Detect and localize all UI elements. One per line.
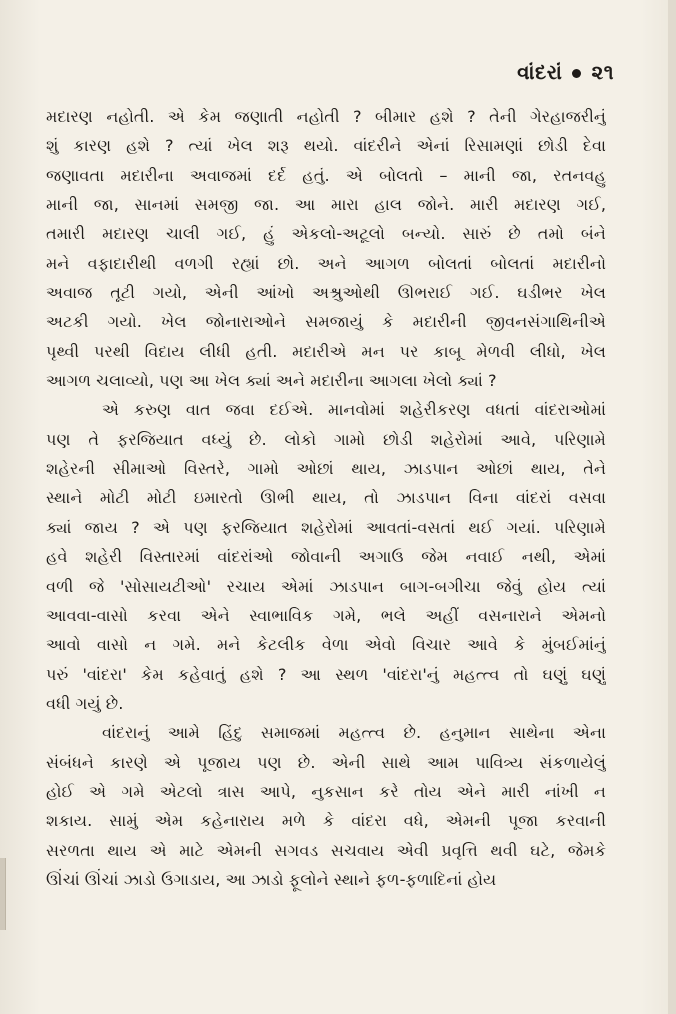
- text-line: શહેરની સીમાઓ વિસ્તરે, ગામો ઓછાં થાય, ઝાડપાન ઓછાં થાય, તેને: [46, 459, 606, 479]
- chapter-title: વાંદરાં: [517, 60, 563, 84]
- text-line: એ કરુણ વાત જવા દઈએ. માનવોમાં શહેરીકરણ વધતાં વાંદરાઓમાં: [102, 400, 606, 420]
- text-line: વળી જે 'સોસાયટીઓ' રચાય એમાં ઝાડપાન બાગ-બગીચા જેવું હોય ત્યાં: [46, 576, 606, 596]
- text-line: ક્યાં જાય ? એ પણ ફરજિયાત શહેરોમાં આવતાં-વસતાં થઈ ગયાં. પરિણામે: [46, 517, 606, 537]
- text-line: વાંદરાનું આમે હિંદુ સમાજમાં મહત્ત્વ છે. હનુમાન સાથેના એના: [102, 723, 606, 743]
- text-line: માની જા, સાનમાં સમજી જા. આ મારા હાલ જોને. મારી મદારણ ગઈ,: [46, 195, 606, 215]
- page-tab-marker: [0, 858, 6, 930]
- running-header: [517, 60, 614, 84]
- text-line: ઊંચાં ઊંચાં ઝાડો ઉગાડાય, આ ઝાડો ફૂલોને સ્થાને ફળ-ફળાદિનાં હોય: [46, 869, 497, 889]
- text-line: અટકી ગયો. ખેલ જોનારાઓને સમજાયું કે મદારીની જીવનસંગાથિનીએ: [46, 312, 606, 332]
- paragraph: [46, 718, 606, 894]
- text-line: અવાજ તૂટી ગયો, એની આંખો અશ્રુઓથી ઊભરાઈ ગઈ. ઘડીભર ખેલ: [46, 283, 606, 303]
- page-number: ૨૧: [591, 60, 614, 84]
- text-line: જણાવતા મદારીના અવાજમાં દર્દ હતું. એ બોલતો – માની જા, રતનવહુ: [46, 165, 606, 185]
- text-line: વધી ગયું છે.: [46, 693, 124, 713]
- text-line: શકાય. સામું એમ કહેનારાય મળે કે વાંદરા વધે, એમની પૂજા કરવાની: [46, 811, 606, 831]
- paragraph: [46, 395, 606, 718]
- text-line: હવે શહેરી વિસ્તારમાં વાંદરાંઓ જોવાની અગાઉ જેમ નવાઈ નથી, એમાં: [46, 547, 606, 567]
- text-line: શું કારણ હશે ? ત્યાં ખેલ શરૂ થયો. વાંદરીને એનાં રિસામણાં છોડી દેવા: [46, 136, 606, 156]
- text-line: પૃથ્વી પરથી વિદાય લીધી હતી. મદારીએ મન પર કાબૂ મેળવી લીધો, ખેલ: [46, 341, 606, 361]
- paragraph: [46, 102, 606, 395]
- body-text: [46, 102, 606, 894]
- text-line: આવવા-વાસો કરવા એને સ્વાભાવિક ગમે, ભલે અહીં વસનારાને એમનો: [46, 605, 606, 625]
- bullet-separator: [572, 69, 581, 78]
- text-line: આવો વાસો ન ગમે. મને કેટલીક વેળા એવો વિચાર આવે કે મુંબઈમાંનું: [46, 635, 606, 655]
- text-line: પણ તે ફરજિયાત વધ્યું છે. લોકો ગામો છોડી શહેરોમાં આવે, પરિણામે: [46, 429, 606, 449]
- text-line: સરળતા થાય એ માટે એમની સગવડ સચવાય એવી પ્રવૃત્તિ થવી ઘટે, જેમકે: [46, 840, 606, 860]
- text-line: સ્થાને મોટી મોટી ઇમારતો ઊભી થાય, તો ઝાડપાન વિના વાંદરાં વસવા: [46, 488, 606, 508]
- text-line: મદારણ નહોતી. એ કેમ જણાતી નહોતી ? બીમાર હશે ? તેની ગેરહાજરીનું: [46, 107, 606, 126]
- text-line: સંબંધને કારણે એ પૂજાય પણ છે. એની સાથે આમ પાવિત્ર્ય સંકળાયેલું: [46, 752, 606, 772]
- text-line: પરું 'વાંદરા' કેમ કહેવાતું હશે ? આ સ્થળ 'વાંદરા'નું મહત્ત્વ તો ઘણું ઘણું: [46, 664, 606, 684]
- page-edge: [668, 0, 676, 1014]
- text-line: આગળ ચલાવ્યો, પણ આ ખેલ ક્યાં અને મદારીના આગલા ખેલો ક્યાં ?: [46, 371, 497, 391]
- text-line: તમારી મદારણ ચાલી ગઈ, હું એકલો-અટૂલો બન્યો. સારું છે તમો બંને: [46, 224, 606, 244]
- text-line: હોઈ એ ગમે એટલો ત્રાસ આપે, નુકસાન કરે તોય એને મારી નાંખી ન: [46, 781, 606, 801]
- text-line: મને વફાદારીથી વળગી રહ્યાં છો. અને આગળ બોલતાં બોલતાં મદારીનો: [46, 253, 606, 273]
